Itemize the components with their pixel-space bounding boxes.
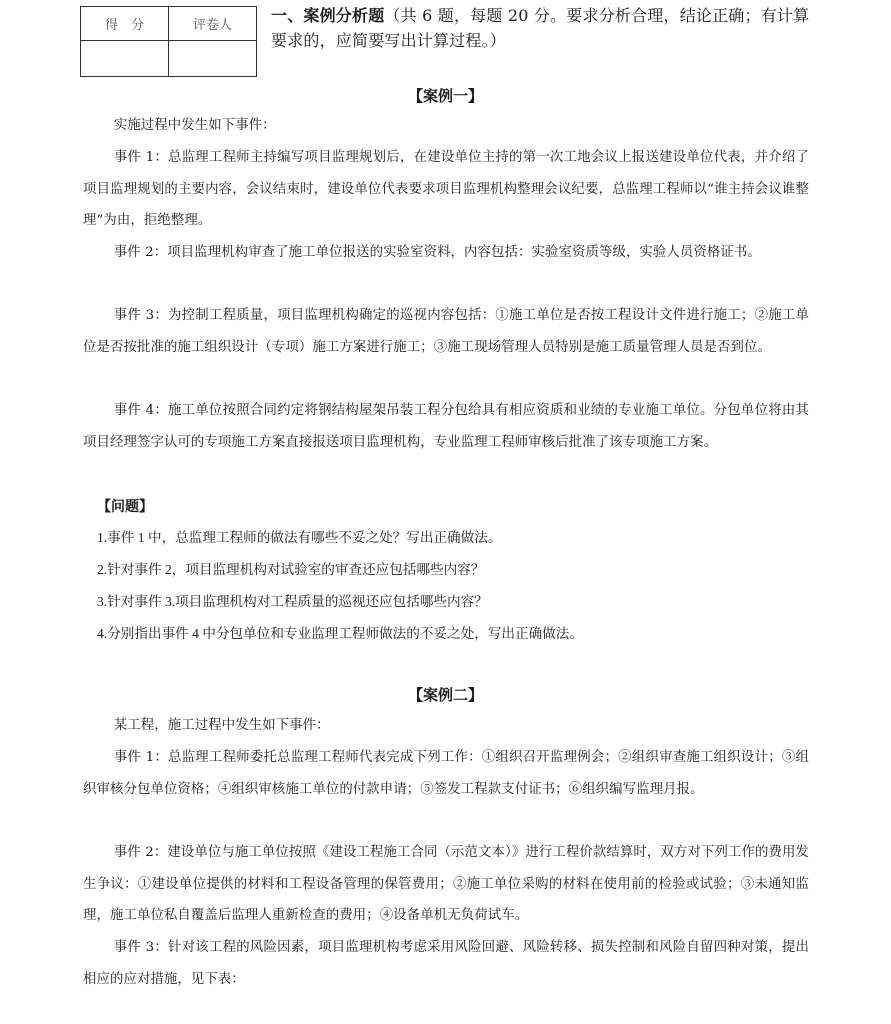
question-3: 3.针对事件 3.项目监理机构对工程质量的巡视还应包括哪些内容？ <box>97 594 488 609</box>
question-1: 1.事件 1 中，总监理工程师的做法有哪些不妥之处？写出正确做法。 <box>97 530 502 545</box>
case1-event-3: 事件 3：为控制工程质量，项目监理机构确定的巡视内容包括：①施工单位是否按工程设计文件进行施工；②施工单位是否按批准的施工组织设计（专项）施工方案进行施工；③施工现场管理人员特别是施工质量管理人员是否到位。 <box>83 308 809 355</box>
grader-header: 评卷人 <box>169 7 257 41</box>
case1-title: 【案例一】 <box>407 87 483 105</box>
case2-event-3: 事件 3：针对该工程的风险因素，项目监理机构考虑采用风险回避、风险转移、损失控制和风险自留四种对策，提出相应的应对措施，见下表： <box>83 940 809 987</box>
case1-event-2: 事件 2：项目监理机构审查了施工单位报送的实验室资料，内容包括：实验室资质等级，实验人员资格证书。 <box>113 245 761 260</box>
case2-event-2: 事件 2：建设单位与施工单位按照《建设工程施工合同（示范文本）》进行工程价款结算时，双方对下列工作的费用发生争议：①建设单位提供的材料和工程设备管理的保管费用；②施工单位采购的材料在使用前的检验或试验；③未通知监理，施工单位私自覆盖后监理人重新检查的费用；④设备单机无负荷试车。 <box>83 845 809 923</box>
question-4: 4.分别指出事件 4 中分包单位和专业监理工程师做法的不妥之处，写出正确做法。 <box>97 626 583 641</box>
questions-label: 【问题】 <box>97 499 153 515</box>
section-heading: 一、案例分析题 <box>271 6 385 25</box>
case1-event-4: 事件 4：施工单位按照合同约定将钢结构屋架吊装工程分包给具有相应资质和业绩的专业施工单位。分包单位将由其项目经理签字认可的专项施工方案直接报送项目监理机构，专业监理工程师审核后批准了该专项施工方案。 <box>83 403 809 450</box>
question-2: 2.针对事件 2，项目监理机构对试验室的审查还应包括哪些内容？ <box>97 562 485 577</box>
section-title <box>271 3 816 53</box>
grader-cell <box>169 41 257 77</box>
case1-event-1: 事件 1：总监理工程师主持编写项目监理规划后，在建设单位主持的第一次工地会议上报送建设单位代表，并介绍了项目监理规划的主要内容，会议结束时，建设单位代表要求项目监理机构整理会议纪要，总监理工程师以“谁主持会议谁整理”为由，拒绝整理。 <box>83 150 809 228</box>
case2-intro: 某工程，施工过程中发生如下事件： <box>113 718 330 733</box>
section-instructions: （共 6 题，每题 20 分。要求分析合理，结论正确；有计算要求的，应简要写出计算过程。） <box>271 6 810 50</box>
score-table <box>80 6 257 77</box>
case2-title: 【案例二】 <box>407 686 483 704</box>
score-cell <box>81 41 169 77</box>
case1-intro: 实施过程中发生如下事件： <box>113 118 276 133</box>
score-header: 得 分 <box>81 7 169 41</box>
case2-event-1: 事件 1：总监理工程师委托总监理工程师代表完成下列工作：①组织召开监理例会；②组织审查施工组织设计；③组织审核分包单位资格；④组织审核施工单位的付款申请；⑤签发工程款支付证书；⑥组织编写监理月报。 <box>83 750 809 797</box>
